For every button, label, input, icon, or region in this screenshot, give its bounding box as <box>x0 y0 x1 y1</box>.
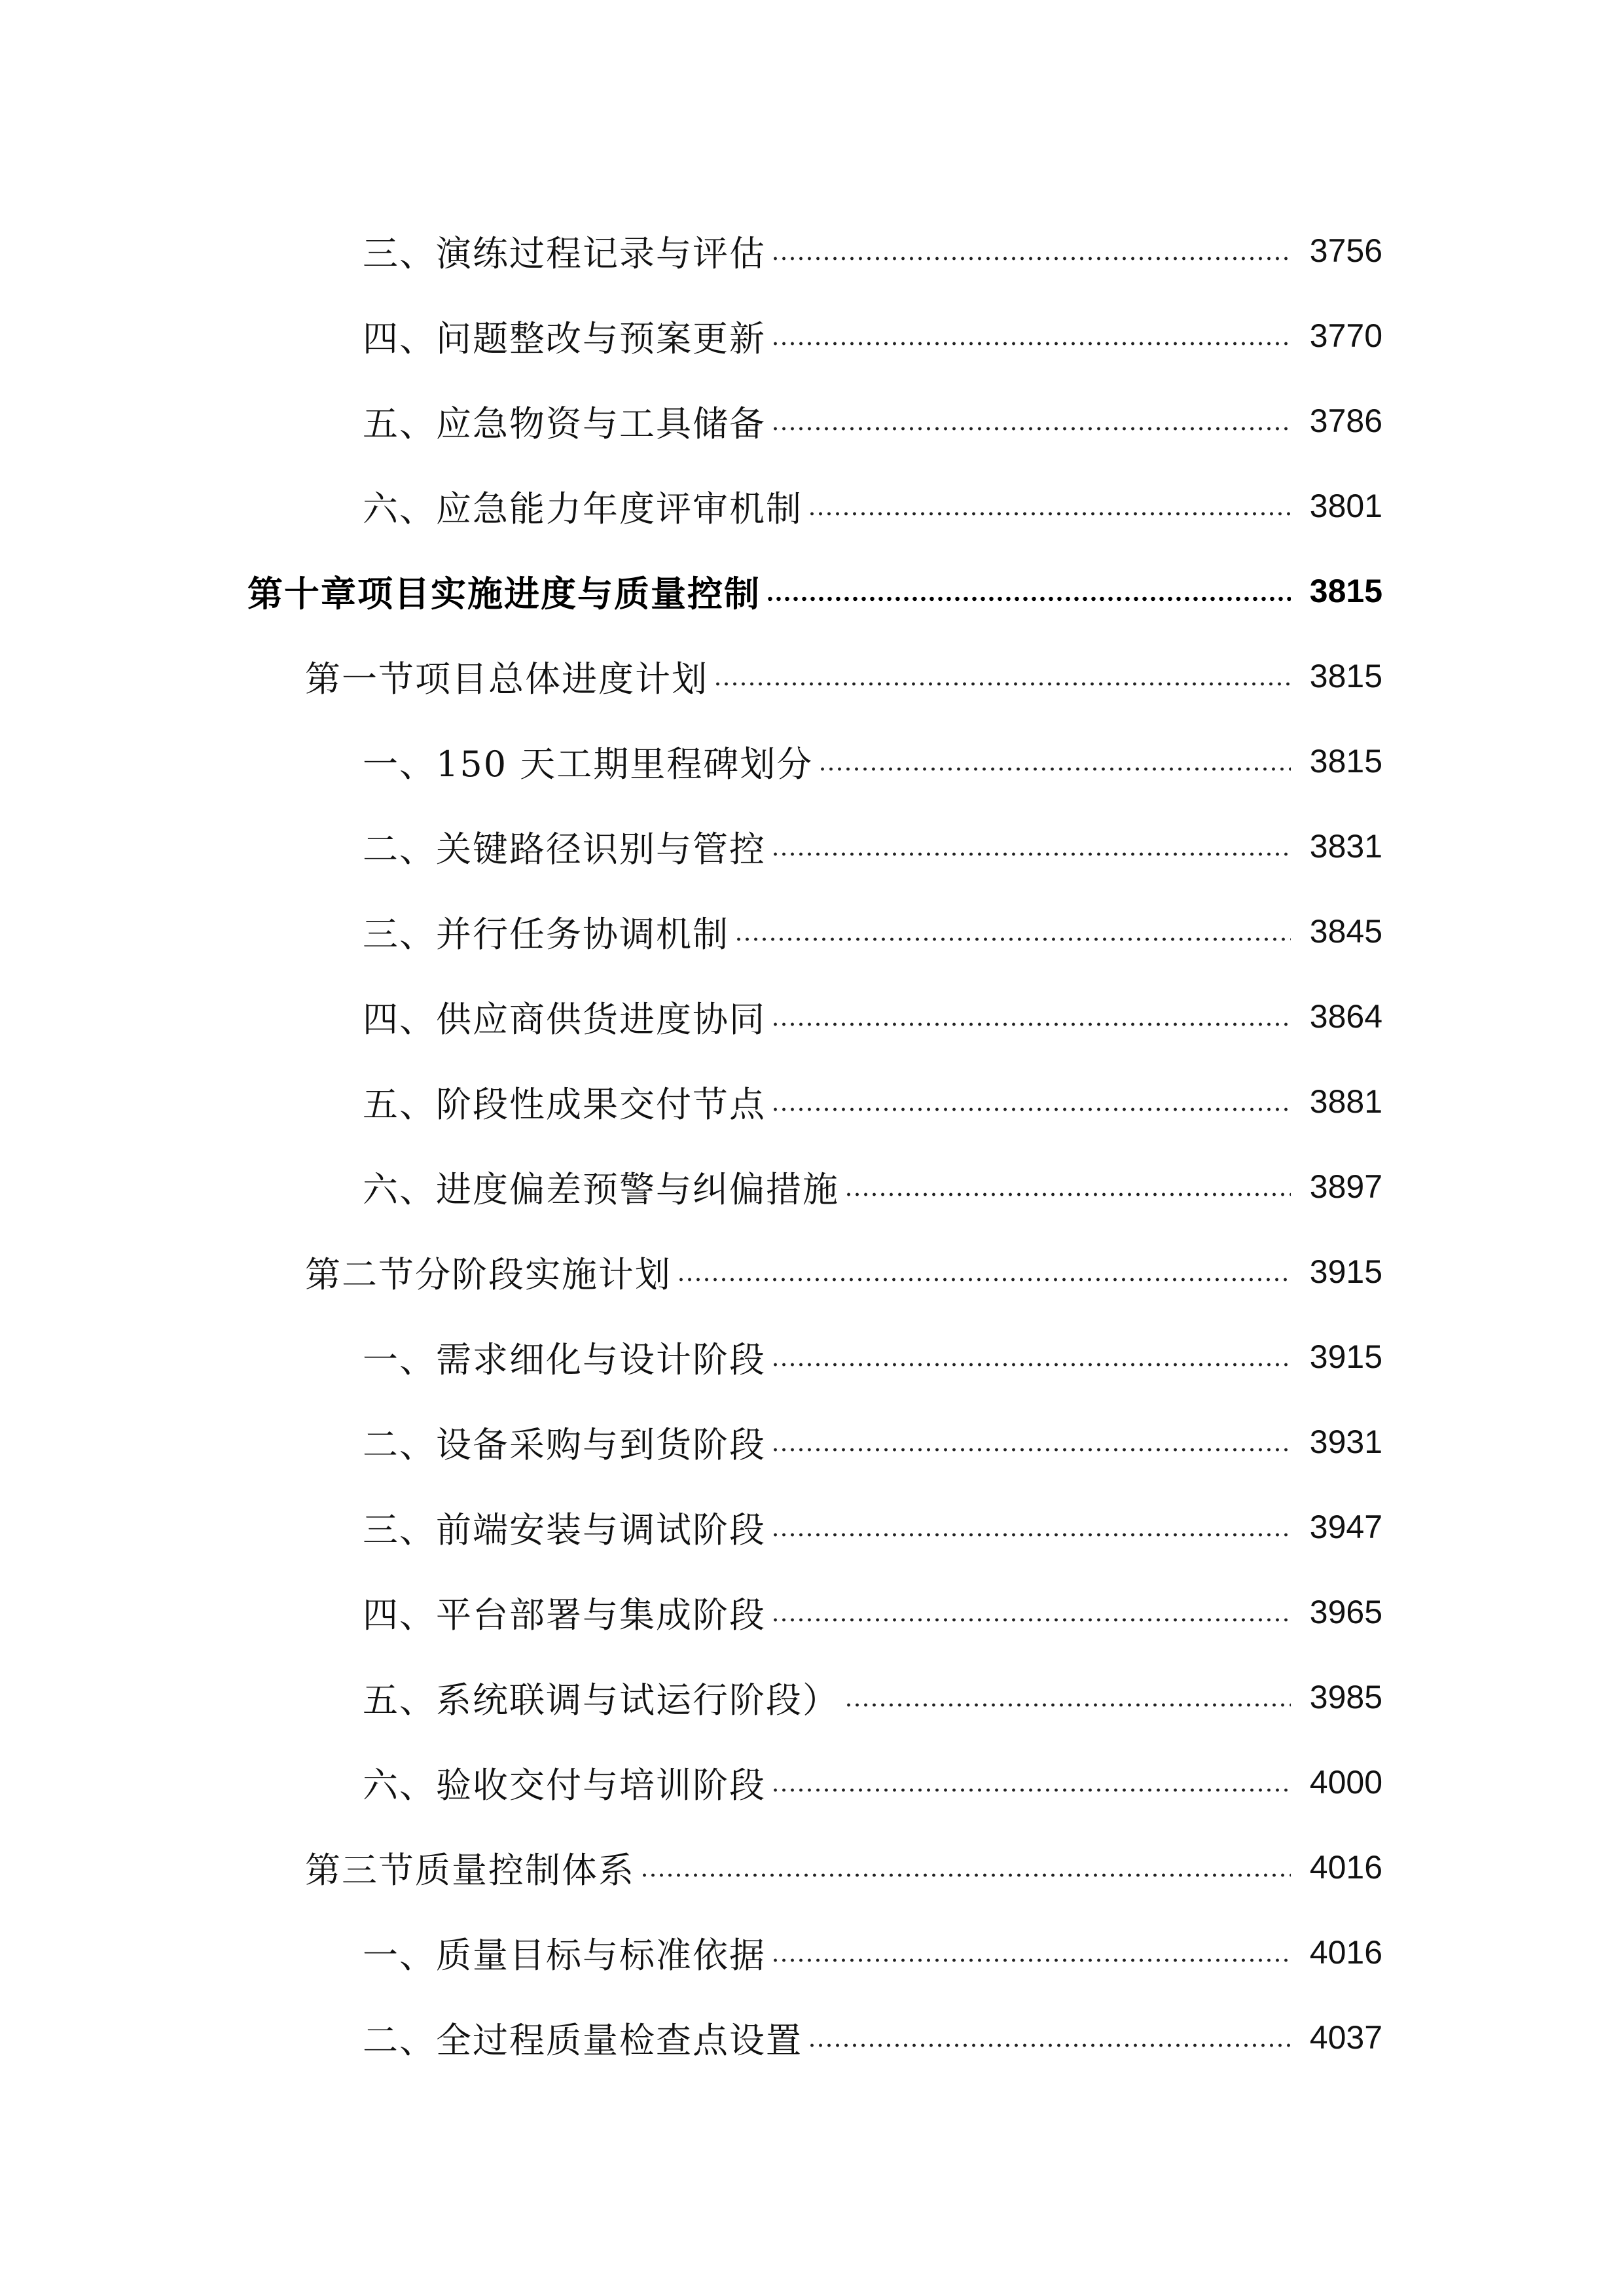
dot-leader <box>771 1105 1291 1113</box>
toc-entry[interactable] <box>0 463 1382 548</box>
dot-leader <box>771 1786 1291 1794</box>
toc-entry-page-number: 3931 <box>1309 1424 1382 1460</box>
toc-entry-page-number: 4037 <box>1309 2019 1382 2056</box>
toc-entry[interactable] <box>0 1144 1382 1229</box>
toc-entry-title: 一、需求细化与设计阶段 <box>363 1338 766 1380</box>
toc-entry[interactable] <box>0 1484 1382 1570</box>
toc-entry-title: 二、全过程质量检查点设置 <box>363 2019 803 2061</box>
toc-entry[interactable] <box>0 1740 1382 1825</box>
toc-entry-title: 三、前端安装与调试阶段 <box>363 1509 766 1551</box>
toc-entry[interactable] <box>0 378 1382 463</box>
dot-leader <box>771 850 1291 858</box>
toc-entry-title: 四、问题整改与预案更新 <box>363 317 766 359</box>
dot-leader <box>771 1956 1291 1964</box>
toc-entry-title: 五、应急物资与工具储备 <box>363 403 766 444</box>
toc-entry-title: 三、并行任务协调机制 <box>363 913 729 955</box>
toc-entry-page-number: 4016 <box>1309 1849 1382 1886</box>
toc-section-title: 第三节质量控制体系 <box>305 1849 635 1891</box>
toc-entry-title: 四、平台部署与集成阶段 <box>363 1594 766 1636</box>
toc-entry-title: 五、阶段性成果交付节点 <box>363 1083 766 1125</box>
dot-leader <box>771 1616 1291 1624</box>
toc-entry-title: 一、150 天工期里程碑划分 <box>363 743 814 785</box>
toc-entry[interactable] <box>0 208 1382 293</box>
toc-entry-page-number: 4016 <box>1309 1934 1382 1971</box>
toc-entry-page-number: 3864 <box>1309 998 1382 1035</box>
toc-entry[interactable] <box>0 974 1382 1059</box>
toc-entry-page-number: 3965 <box>1309 1594 1382 1630</box>
toc-section-entry[interactable] <box>0 634 1382 719</box>
toc-entry[interactable] <box>0 1314 1382 1399</box>
table-of-contents <box>0 208 1382 2080</box>
toc-entry-page-number: 4000 <box>1309 1764 1382 1801</box>
toc-entry-page-number: 3801 <box>1309 488 1382 524</box>
toc-entry-title: 二、设备采购与到货阶段 <box>363 1424 766 1465</box>
toc-entry-title: 三、演练过程记录与评估 <box>363 232 766 274</box>
dot-leader <box>771 340 1291 348</box>
toc-entry-page-number: 3756 <box>1309 232 1382 269</box>
toc-entry[interactable] <box>0 1399 1382 1484</box>
toc-entry[interactable] <box>0 889 1382 974</box>
dot-leader <box>808 2041 1291 2049</box>
toc-entry-title: 五、系统联调与试运行阶段） <box>363 1679 839 1721</box>
toc-section-entry[interactable] <box>0 1229 1382 1314</box>
toc-entry-title: 六、进度偏差预警与纠偏措施 <box>363 1168 839 1210</box>
toc-entry-title: 六、验收交付与培训阶段 <box>363 1764 766 1806</box>
dot-leader <box>771 1446 1291 1454</box>
toc-chapter-title: 第十章项目实施进度与质量控制 <box>247 572 761 615</box>
toc-entry-title: 六、应急能力年度评审机制 <box>363 488 803 529</box>
toc-chapter-entry[interactable] <box>0 548 1382 634</box>
dot-leader <box>818 765 1291 773</box>
toc-section-title: 第一节项目总体进度计划 <box>305 658 708 700</box>
toc-entry-title: 一、质量目标与标准依据 <box>363 1934 766 1976</box>
toc-entry-page-number: 3915 <box>1309 1253 1382 1290</box>
dot-leader <box>766 595 1291 603</box>
toc-entry-page-number: 3881 <box>1309 1083 1382 1120</box>
toc-entry[interactable] <box>0 1995 1382 2080</box>
dot-leader <box>640 1871 1291 1879</box>
toc-entry-page-number: 3815 <box>1309 573 1382 609</box>
toc-entry-page-number: 3770 <box>1309 317 1382 354</box>
toc-section-entry[interactable] <box>0 1825 1382 1910</box>
toc-entry-page-number: 3897 <box>1309 1168 1382 1205</box>
toc-entry-page-number: 3947 <box>1309 1509 1382 1545</box>
toc-entry-page-number: 3985 <box>1309 1679 1382 1715</box>
dot-leader <box>844 1701 1291 1709</box>
toc-entry[interactable] <box>0 1059 1382 1144</box>
toc-entry[interactable] <box>0 719 1382 804</box>
toc-entry-page-number: 3786 <box>1309 403 1382 439</box>
dot-leader <box>677 1276 1291 1283</box>
toc-entry[interactable] <box>0 1910 1382 1995</box>
toc-entry-title: 四、供应商供货进度协同 <box>363 998 766 1040</box>
toc-entry-page-number: 3815 <box>1309 743 1382 780</box>
dot-leader <box>734 935 1291 943</box>
toc-entry-title: 二、关键路径识别与管控 <box>363 828 766 870</box>
toc-entry-page-number: 3845 <box>1309 913 1382 950</box>
dot-leader <box>771 1020 1291 1028</box>
dot-leader <box>713 680 1291 688</box>
toc-entry-page-number: 3915 <box>1309 1338 1382 1375</box>
toc-entry[interactable] <box>0 1655 1382 1740</box>
toc-entry-page-number: 3815 <box>1309 658 1382 694</box>
toc-entry-page-number: 3831 <box>1309 828 1382 865</box>
dot-leader <box>808 510 1291 518</box>
dot-leader <box>771 1361 1291 1369</box>
toc-entry[interactable] <box>0 293 1382 378</box>
toc-entry[interactable] <box>0 1570 1382 1655</box>
dot-leader <box>771 425 1291 433</box>
toc-section-title: 第二节分阶段实施计划 <box>305 1253 672 1295</box>
dot-leader <box>771 255 1291 262</box>
dot-leader <box>771 1531 1291 1539</box>
dot-leader <box>844 1191 1291 1198</box>
toc-entry[interactable] <box>0 804 1382 889</box>
